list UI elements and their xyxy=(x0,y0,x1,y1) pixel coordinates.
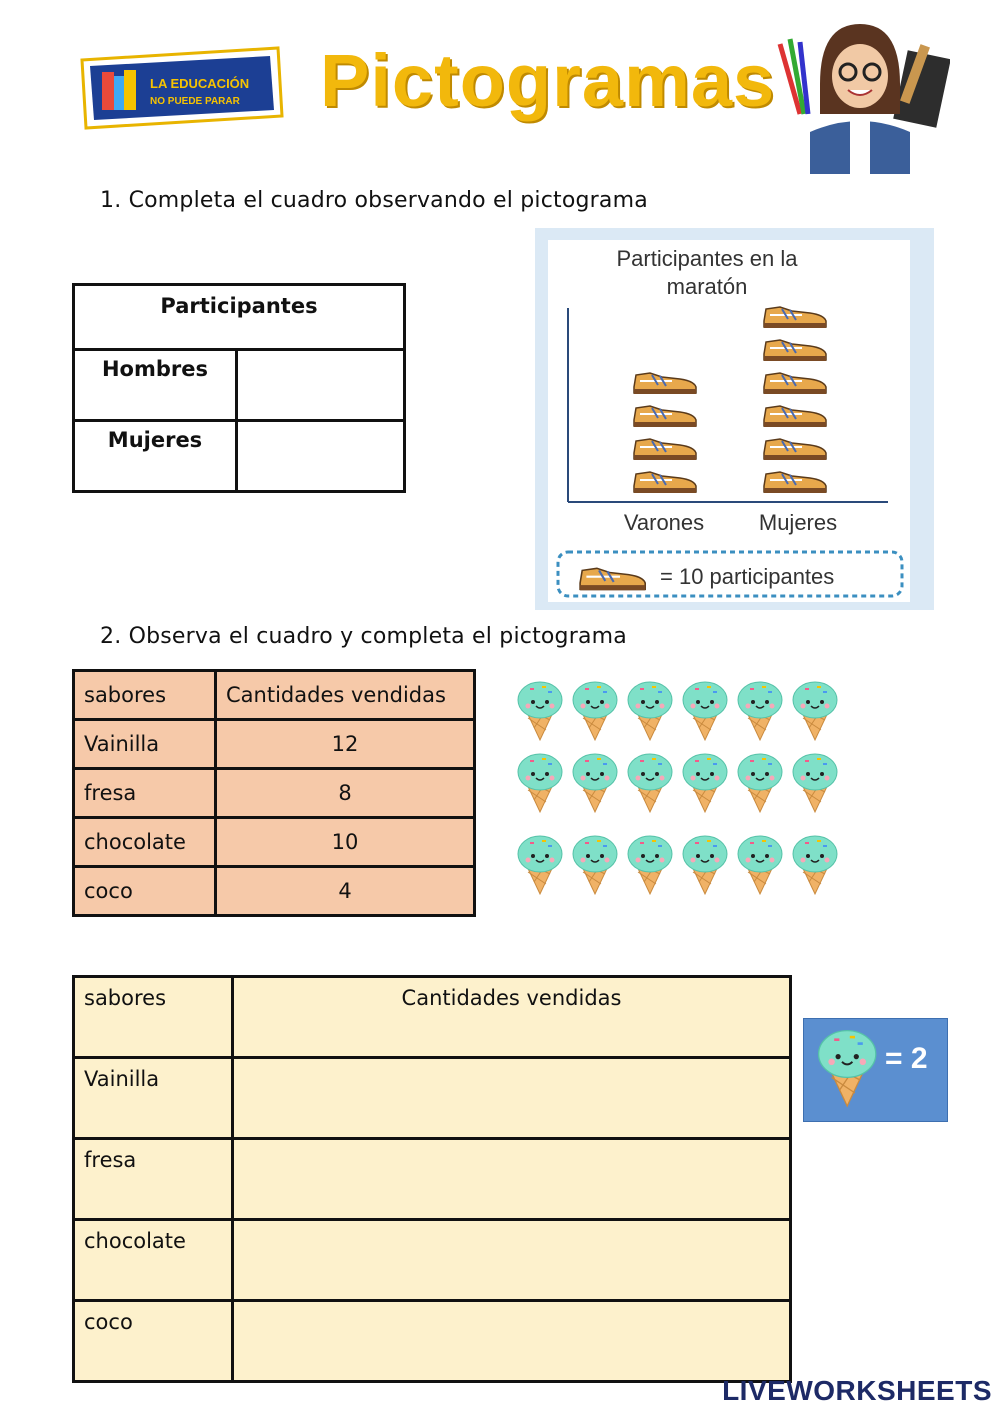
table-row xyxy=(74,769,475,818)
shoe-icon xyxy=(580,568,645,590)
icecream-pieces xyxy=(510,676,860,902)
page-title: Pictogramas xyxy=(320,39,776,122)
chart-title-line1: Participantes en la xyxy=(616,246,798,271)
instruction-2: 2. Observa el cuadro y completa el pictograma xyxy=(100,624,627,649)
icecream-icon[interactable] xyxy=(573,754,617,812)
icecream-icon[interactable] xyxy=(628,682,672,740)
icecream-icon[interactable] xyxy=(793,836,837,894)
row-label-hombres: Hombres xyxy=(74,350,237,421)
icecream-icon[interactable] xyxy=(573,682,617,740)
table-row xyxy=(74,1220,791,1301)
chart-category-label: Varones xyxy=(623,510,705,535)
table-row xyxy=(74,1058,791,1139)
picto-flavor: chocolate xyxy=(74,1220,233,1301)
sales-flavor: Vainilla xyxy=(74,720,216,769)
table-header-row xyxy=(74,671,475,720)
table-row xyxy=(74,421,405,492)
sales-flavor: fresa xyxy=(74,769,216,818)
chart-title-line2: maratón xyxy=(666,274,748,299)
shoe-icon xyxy=(634,439,696,460)
icecream-icon[interactable] xyxy=(518,836,562,894)
sales-flavor: chocolate xyxy=(74,818,216,867)
shoe-icon xyxy=(634,373,696,394)
chart-category-label: Mujeres xyxy=(758,510,838,535)
row-label-mujeres: Mujeres xyxy=(74,421,237,492)
shoe-icon xyxy=(764,340,826,361)
table-row xyxy=(74,1301,791,1382)
answer-cell-hombres[interactable] xyxy=(237,350,405,421)
shoe-icon xyxy=(764,307,826,328)
icecream-icon xyxy=(812,1024,882,1114)
participants-table xyxy=(72,283,406,493)
icecream-icon[interactable] xyxy=(683,836,727,894)
sales-qty: 8 xyxy=(216,769,475,818)
icecream-icon[interactable] xyxy=(573,836,617,894)
sales-header-flavor: sabores xyxy=(74,671,216,720)
table-row xyxy=(74,1139,791,1220)
shoe-icon xyxy=(764,439,826,460)
table-row xyxy=(74,867,475,916)
picto-drop-zone-vainilla[interactable] xyxy=(233,1058,791,1139)
icecream-icon[interactable] xyxy=(738,682,782,740)
chart-key-label: = 10 participantes xyxy=(660,564,835,589)
icecream-key-label: = 2 xyxy=(885,1042,928,1075)
sales-qty: 12 xyxy=(216,720,475,769)
participants-table-header: Participantes xyxy=(74,285,405,350)
sales-header-qty: Cantidades vendidas xyxy=(216,671,475,720)
pictogram-answer-table xyxy=(72,975,792,1383)
sales-qty: 10 xyxy=(216,818,475,867)
sales-flavor: coco xyxy=(74,867,216,916)
picto-drop-zone-chocolate[interactable] xyxy=(233,1220,791,1301)
icecream-icon[interactable] xyxy=(628,754,672,812)
shoe-icon xyxy=(634,406,696,427)
pictogram-chart xyxy=(548,240,910,602)
picto-drop-zone-fresa[interactable] xyxy=(233,1139,791,1220)
teacher-avatar-icon xyxy=(770,14,950,174)
icecream-icon[interactable] xyxy=(683,754,727,812)
picto-drop-zone-coco[interactable] xyxy=(233,1301,791,1382)
icecream-icon[interactable] xyxy=(518,682,562,740)
shoe-icon xyxy=(764,373,826,394)
icecream-icon[interactable] xyxy=(793,754,837,812)
icecream-icon[interactable] xyxy=(793,682,837,740)
school-logo xyxy=(78,46,284,130)
icecream-icon[interactable] xyxy=(518,754,562,812)
icecream-icon[interactable] xyxy=(738,754,782,812)
liveworksheets-watermark: LIVEWORKSHEETS xyxy=(722,1375,992,1406)
icecream-icon[interactable] xyxy=(819,1031,876,1106)
sales-qty: 4 xyxy=(216,867,475,916)
picto-header-flavor: sabores xyxy=(74,977,233,1058)
icecream-icon[interactable] xyxy=(628,836,672,894)
logo-text-line2: NO PUEDE PARAR xyxy=(150,96,240,107)
table-row xyxy=(74,818,475,867)
picto-header-qty: Cantidades vendidas xyxy=(233,977,791,1058)
instruction-1: 1. Completa el cuadro observando el pictograma xyxy=(100,188,648,213)
picto-flavor: coco xyxy=(74,1301,233,1382)
shoe-icon xyxy=(764,406,826,427)
sales-table xyxy=(72,669,476,917)
answer-cell-mujeres[interactable] xyxy=(237,421,405,492)
table-row xyxy=(74,720,475,769)
table-header-row xyxy=(74,977,791,1058)
shoe-icon xyxy=(764,472,826,493)
icecream-icon[interactable] xyxy=(738,836,782,894)
shoe-icon xyxy=(580,568,645,590)
picto-flavor: Vainilla xyxy=(74,1058,233,1139)
picto-flavor: fresa xyxy=(74,1139,233,1220)
table-row xyxy=(74,350,405,421)
icecream-icon[interactable] xyxy=(683,682,727,740)
shoe-icon xyxy=(634,472,696,493)
logo-text-line1: LA EDUCACIÓN xyxy=(150,76,250,91)
